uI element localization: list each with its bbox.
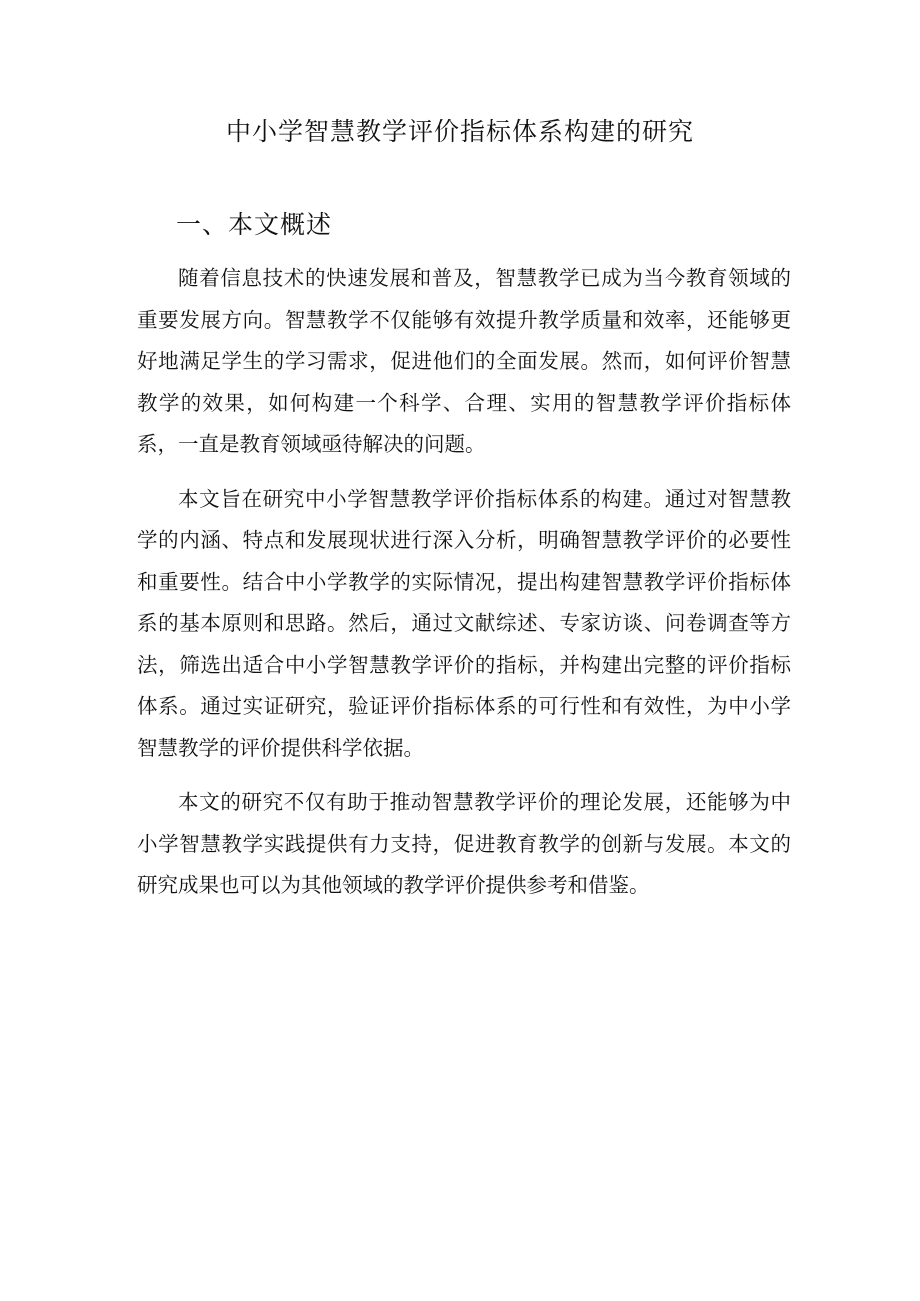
- paragraph: 本文旨在研究中小学智慧教学评价指标体系的构建。通过对智慧教学的内涵、特点和发展现状进行深入分析，明确智慧教学评价的必要性和重要性。结合中小学教学的实际情况，提出构建智慧教学评价指标体系的基本原则和思路。然后，通过文献综述、专家访谈、问卷调查等方法，筛选出适合中小学智慧教学评价的指标，并构建出完整的评价指标体系。通过实证研究，验证评价指标体系的可行性和有效性，为中小学智慧教学的评价提供科学依据。: [137, 486, 791, 760]
- paragraph: 随着信息技术的快速发展和普及，智慧教学已成为当今教育领域的重要发展方向。智慧教学不仅能够有效提升教学质量和效率，还能够更好地满足学生的学习需求，促进他们的全面发展。然而，如何评价智慧教学的效果，如何构建一个科学、合理、实用的智慧教学评价指标体系，一直是教育领域亟待解决的问题。: [137, 266, 791, 456]
- document-title: 中小学智慧教学评价指标体系构建的研究: [225, 117, 694, 146]
- document-body: [137, 258, 791, 920]
- paragraph: 本文的研究不仅有助于推动智慧教学评价的理论发展，还能够为中小学智慧教学实践提供有力支持，促进教育教学的创新与发展。本文的研究成果也可以为其他领域的教学评价提供参考和借鉴。: [137, 790, 791, 897]
- section-heading: 一、本文概述: [176, 210, 333, 239]
